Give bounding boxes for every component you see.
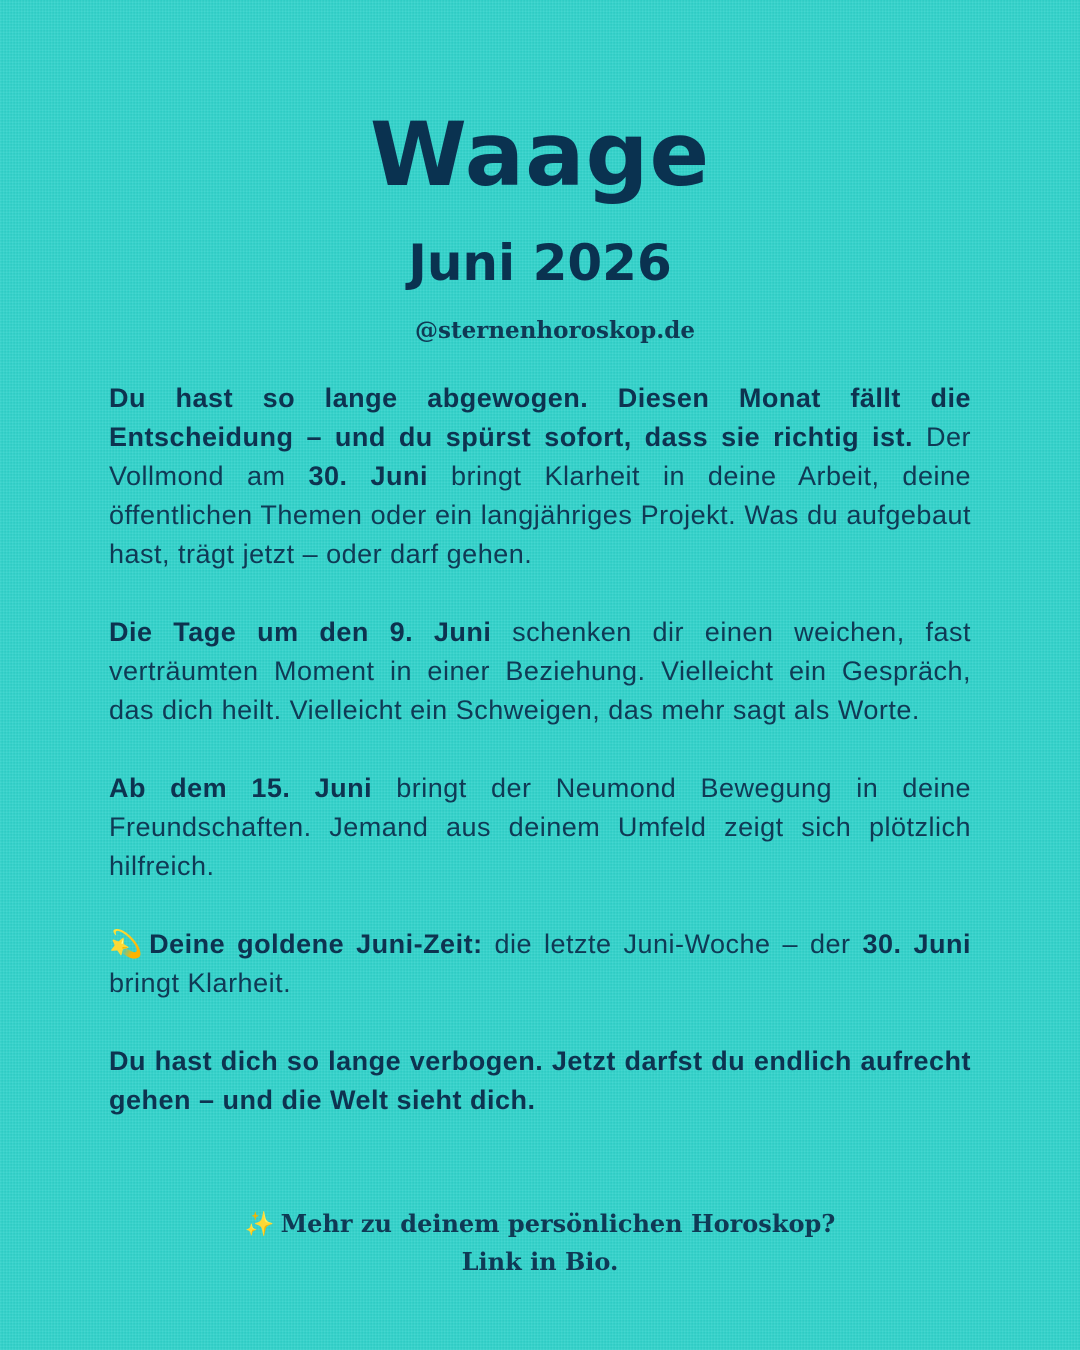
footer-line-1 bbox=[0, 1205, 1080, 1243]
shooting-star-icon: 💫 bbox=[109, 929, 144, 959]
page-title: Waage bbox=[369, 103, 711, 206]
paragraph-5-bold: Du hast dich so lange verbogen. Jetzt darfst du endlich aufrecht gehen – und die Welt sieht dich. bbox=[109, 1046, 971, 1115]
paragraph-5 bbox=[109, 1042, 971, 1120]
paragraph-1-text-end: bringt Klarheit in deine Arbeit, deine öffentlichen Themen oder ein langjähriges Projekt. Was du aufgebaut hast, trägt jetzt – oder darf gehen. bbox=[109, 461, 971, 569]
paragraph-4-text: die letzte Juni-Woche – der bbox=[482, 929, 863, 959]
paragraph-1-date: 30. Juni bbox=[308, 461, 428, 491]
paragraph-2 bbox=[109, 613, 971, 730]
paragraph-3-bold-lead: Ab dem 15. Juni bbox=[109, 773, 373, 803]
paragraph-3 bbox=[109, 769, 971, 886]
page-subtitle: Juni 2026 bbox=[408, 234, 672, 292]
paragraph-1 bbox=[109, 379, 971, 574]
horoscope-text bbox=[109, 379, 971, 1159]
paragraph-2-text: schenken dir einen weichen, fast verträumten Moment in einer Beziehung. Vielleicht ein Gespräch, das dich heilt. Vielleicht ein Schweigen, das mehr sagt als Worte. bbox=[109, 617, 971, 725]
paragraph-4 bbox=[109, 925, 971, 1003]
paragraph-2-bold-lead: Die Tage um den 9. Juni bbox=[109, 617, 492, 647]
paragraph-4-bold-lead: Deine goldene Juni-Zeit: bbox=[149, 929, 483, 959]
social-handle: @sternenhoroskop.de bbox=[415, 317, 695, 344]
footer-line-2: Link in Bio. bbox=[461, 1247, 619, 1276]
paragraph-3-text: bringt der Neumond Bewegung in deine Freundschaften. Jemand aus deinem Umfeld zeigt sich plötzlich hilfreich. bbox=[109, 773, 971, 881]
paragraph-4-date: 30. Juni bbox=[862, 929, 971, 959]
paragraph-4-text-end: bringt Klarheit. bbox=[109, 968, 292, 998]
sparkles-icon: ✨ bbox=[244, 1209, 275, 1238]
footer-line-1-text: Mehr zu deinem persönlichen Horoskop? bbox=[280, 1209, 836, 1238]
footer-cta bbox=[0, 1205, 1080, 1281]
paragraph-1-text: Der Vollmond am bbox=[109, 422, 971, 491]
paragraph-1-bold-lead: Du hast so lange abgewogen. Diesen Monat fällt die Entscheidung – und du spürst sofort, dass sie richtig ist. bbox=[109, 383, 971, 452]
